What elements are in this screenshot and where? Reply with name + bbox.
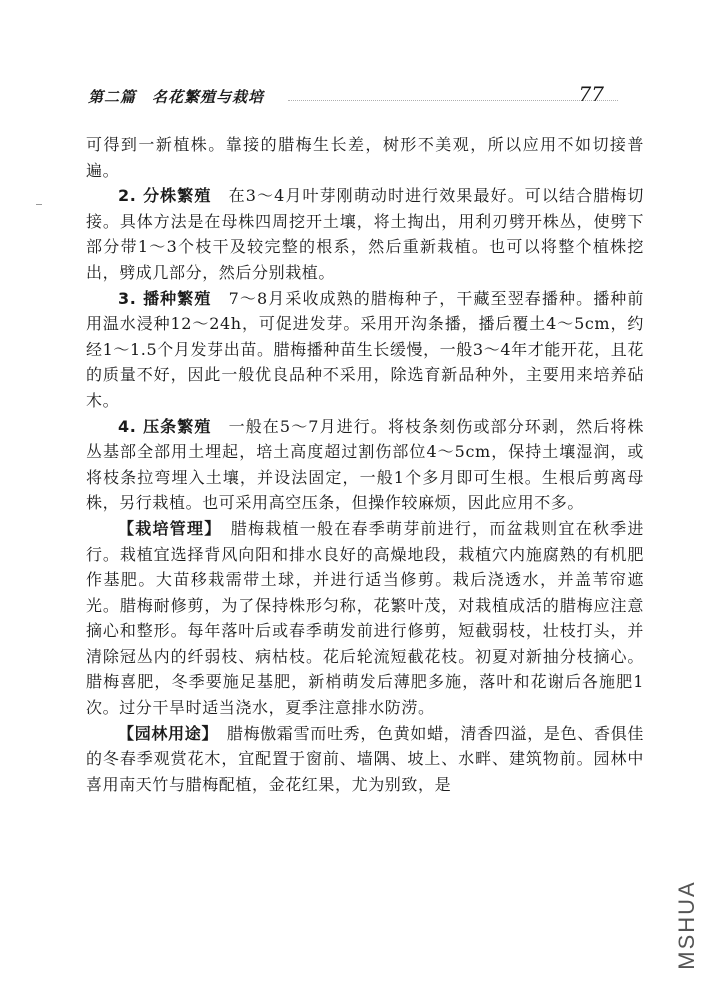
page-header bbox=[88, 82, 618, 110]
margin-mark bbox=[36, 204, 42, 205]
section-label-sowing: 3. 播种繁殖 bbox=[118, 288, 212, 308]
section-label-cultivation: 【栽培管理】 bbox=[118, 518, 214, 538]
paragraph-sowing-text: 7～8月采收成熟的腊梅种子，干藏至翌春播种。播种前用温水浸种12～24h，可促进发芽。采用开沟条播，播后覆土4～5cm，约经1～1.5个月发芽出苗。腊梅播种苗生长缓慢，一般3～4年才能开花，且花的质量不好，因此一般优良品种不采用，除选育新品种外，主要用来培养砧木。 bbox=[86, 288, 644, 410]
paragraph-sowing bbox=[86, 286, 644, 414]
paragraph-cultivation-text: 腊梅栽植一般在春季萌芽前进行，而盆栽则宜在秋季进行。栽植宜选择背风向阳和排水良好的高燥地段，栽植穴内施腐熟的有机肥作基肥。大苗移栽需带土球，并进行适当修剪。栽后浇透水，并盖苇帘遮光。腊梅耐修剪，为了保持株形匀称，花繁叶茂，对栽植成活的腊梅应注意摘心和整形。每年落叶后或春季萌发前进行修剪，短截弱枝，壮枝打头，并清除冠丛内的纤弱枝、病枯枝。花后轮流短截花枝。初夏对新抽分枝摘心。腊梅喜肥，冬季要施足基肥，新梢萌发后薄肥多施，落叶和花谢后各施肥1次。过分干旱时适当浇水，夏季注意排水防涝。 bbox=[86, 518, 644, 718]
paragraph-division bbox=[86, 183, 644, 285]
paragraph-1 bbox=[86, 132, 644, 183]
chapter-title: 第二篇 名花繁殖与栽培 bbox=[88, 88, 265, 106]
watermark bbox=[672, 860, 702, 990]
section-label-division: 2. 分株繁殖 bbox=[118, 186, 212, 206]
paragraph-layering-text: 一般在5～7月进行。将枝条刻伤或部分环剥，然后将株丛基部全部用土埋起，培土高度超过割伤部位4～5cm，保持土壤湿润，或将枝条拉弯埋入土壤，并设法固定，一般1个多月即可生根。生根后剪离母株，另行栽植。也可采用高空压条，但操作较麻烦，因此应用不多。 bbox=[86, 416, 644, 513]
paragraph-landscape-use-text: 腊梅傲霜雪而吐秀，色黄如蜡，清香四溢，是色、香俱佳的冬春季观赏花木，宜配置于窗前、墙隅、坡上、水畔、建筑物前。园林中喜用南天竹与腊梅配植，金花红果，尤为别致，是 bbox=[86, 723, 644, 794]
paragraph-1-text: 可得到一新植株。靠接的腊梅生长差，树形不美观，所以应用不如切接普遍。 bbox=[86, 135, 644, 180]
section-label-layering: 4. 压条繁殖 bbox=[118, 416, 212, 436]
paragraph-layering bbox=[86, 414, 644, 516]
section-label-landscape-use: 【园林用途】 bbox=[118, 723, 211, 743]
body-text bbox=[86, 132, 644, 797]
page-number: 77 bbox=[578, 82, 604, 106]
paragraph-division-text: 在3～4月叶芽刚萌动时进行效果最好。可以结合腊梅切接。具体方法是在母株四周挖开土壤，将土掏出，用利刃劈开株丛，使劈下部分带1～3个枝干及较完整的根系，然后重新栽植。也可以将整个植株挖出，劈成几部分，然后分别栽植。 bbox=[86, 186, 644, 282]
paragraph-cultivation bbox=[86, 516, 644, 721]
watermark-text: MSHUA bbox=[674, 880, 699, 970]
header-rule bbox=[288, 100, 618, 101]
paragraph-landscape-use bbox=[86, 721, 644, 798]
